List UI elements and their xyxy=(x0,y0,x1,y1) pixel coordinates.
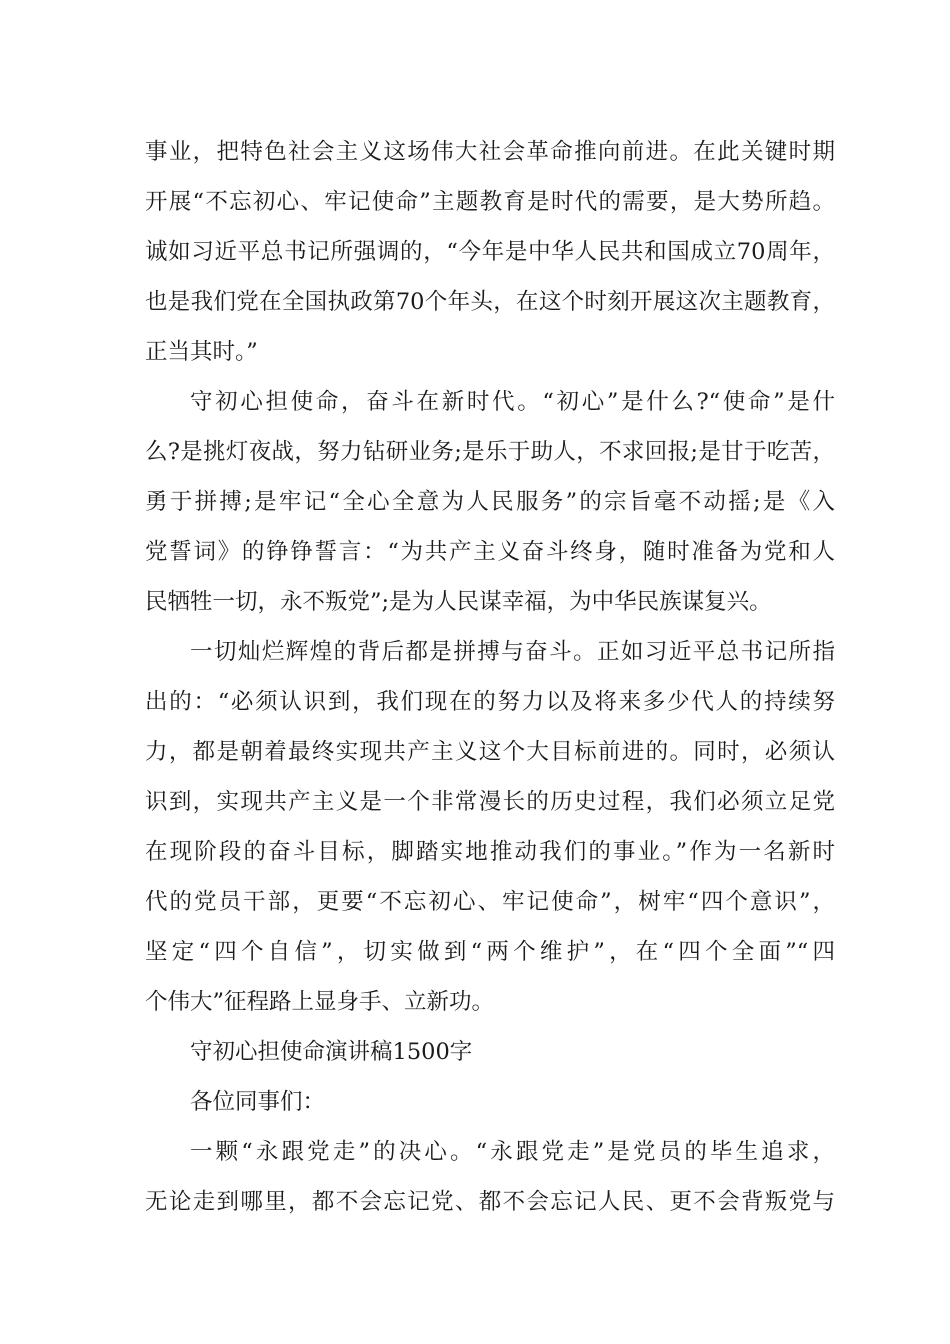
paragraph-1-line-3: 诚如习近平总书记所强调的，“今年是中华人民共和国成立70周年， xyxy=(145,239,835,265)
paragraph-2-line-2: 么?是挑灯夜战，努力钻研业务;是乐于助人，不求回报;是甘于吃苦， xyxy=(145,439,835,465)
paragraph-3-line-3: 力，都是朝着最终实现共产主义这个大目标前进的。同时，必须认 xyxy=(145,739,835,765)
paragraph-4-line-1: 一颗“永跟党走”的决心。“永跟党走”是党员的毕生追求， xyxy=(190,1139,835,1165)
salutation: 各位同事们： xyxy=(190,1089,326,1115)
paragraph-3-line-2: 出的：“必须认识到，我们现在的努力以及将来多少代人的持续努 xyxy=(145,689,835,715)
paragraph-3-line-1: 一切灿烂辉煌的背后都是拼搏与奋斗。正如习近平总书记所指 xyxy=(190,639,835,665)
paragraph-3-line-6: 代的党员干部，更要“不忘初心、牢记使命”，树牢“四个意识”， xyxy=(145,889,835,915)
paragraph-3-line-8: 个伟大”征程路上显身手、立新功。 xyxy=(145,989,495,1015)
paragraph-1-line-2: 开展“不忘初心、牢记使命”主题教育是时代的需要，是大势所趋。 xyxy=(145,189,835,215)
paragraph-4-line-2: 无论走到哪里，都不会忘记党、都不会忘记人民、更不会背叛党与 xyxy=(145,1189,835,1215)
paragraph-1-line-5: 正当其时。” xyxy=(145,339,258,365)
paragraph-3-line-4: 识到，实现共产主义是一个非常漫长的历史过程，我们必须立足党 xyxy=(145,789,835,815)
paragraph-3-line-7: 坚定“四个自信”，切实做到“两个维护”，在“四个全面”“四 xyxy=(145,939,835,965)
paragraph-1-line-4: 也是我们党在全国执政第70个年头，在这个时刻开展这次主题教育， xyxy=(145,289,835,315)
paragraph-1-line-1: 事业，把特色社会主义这场伟大社会革命推向前进。在此关键时期 xyxy=(145,139,835,165)
paragraph-2-line-1: 守初心担使命，奋斗在新时代。“初心”是什么?“使命”是什 xyxy=(190,389,835,415)
section-title: 守初心担使命演讲稿1500字 xyxy=(190,1039,473,1065)
paragraph-3-line-5: 在现阶段的奋斗目标，脚踏实地推动我们的事业。”作为一名新时 xyxy=(145,839,835,865)
paragraph-2-line-3: 勇于拼搏;是牢记“全心全意为人民服务”的宗旨毫不动摇;是《入 xyxy=(145,489,835,515)
paragraph-2-line-5: 民牺牲一切，永不叛党”;是为人民谋幸福，为中华民族谋复兴。 xyxy=(145,589,772,615)
paragraph-2-line-4: 党誓词》的铮铮誓言：“为共产主义奋斗终身，随时准备为党和人 xyxy=(145,539,835,565)
